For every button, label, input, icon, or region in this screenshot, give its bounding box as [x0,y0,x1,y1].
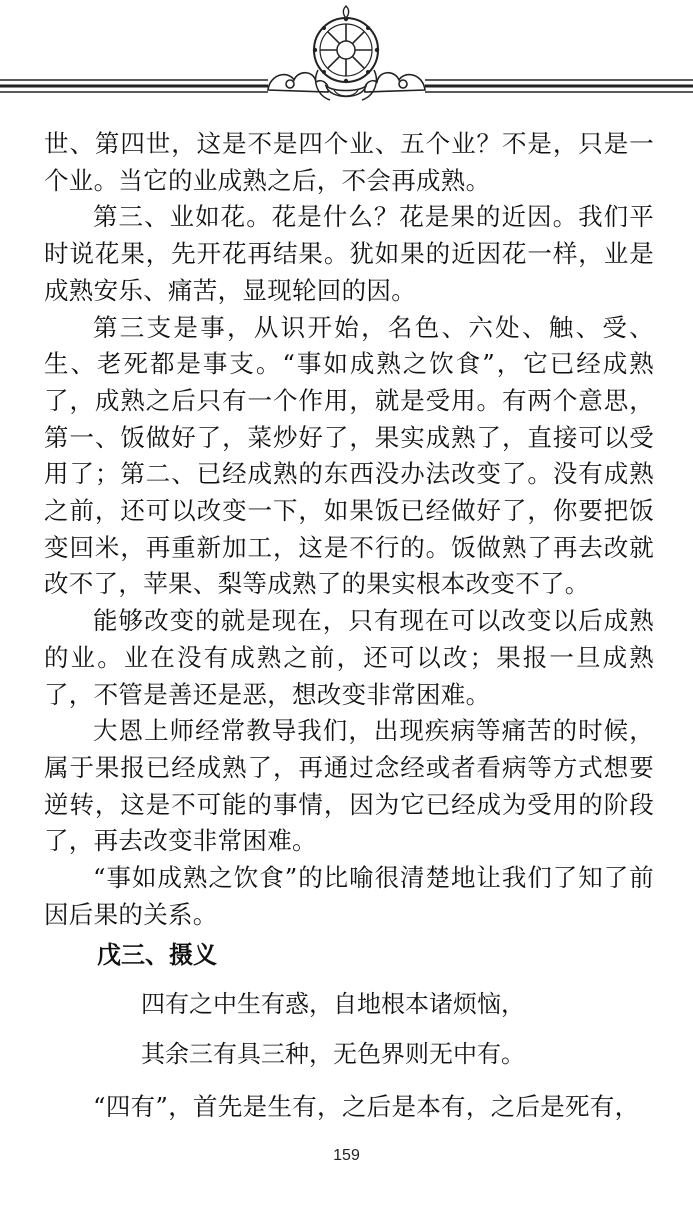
verse-line-1: 四有之中生有惑，自地根本诸烦恼， [141,990,525,1019]
page-header-ornament [0,0,693,110]
closing-paragraph: “四有”，首先是生有，之后是本有，之后是死有， [93,1092,640,1122]
paragraph-5: 大恩上师经常教导我们，出现疾病等痛苦的时候，属于果报已经成熟了，再通过念经或者看病等方式想要逆转，这是不可能的事情，因为它已经成为受用的阶段了，再去改变非常困难。 [44,716,654,856]
paragraph-3: 第三支是事，从识开始，名色、六处、触、受、生、老死都是事支。“事如成熟之饮食”，它已经成熟了，成熟之后只有一个作用，就是受用。有两个意思，第一、饭做好了，菜炒好了，果实成熟了，直接可以受用了；第二、已经成熟的东西没办法改变了。没有成熟之前，还可以改变一下，如果饭已经做好了，你要把饭变回米，再重新加工，这是不行的。饭做熟了再去改就改不了，苹果、梨等成熟了的果实根本改变不了。 [44,312,654,599]
dharma-wheel-icon [0,0,693,110]
page-body [44,126,654,1126]
paragraph-1: 世、第四世，这是不是四个业、五个业？不是，只是一个业。当它的业成熟之后，不会再成熟。 [44,129,654,195]
paragraph-4: 能够改变的就是现在，只有现在可以改变以后成熟的业。业在没有成熟之前，还可以改；果报一旦成熟了，不管是善还是恶，想改变非常困难。 [44,606,654,709]
paragraph-6: “事如成熟之饮食”的比喻很清楚地让我们了知了前因后果的关系。 [44,863,654,929]
paragraph-2: 第三、业如花。花是什么？花是果的近因。我们平时说花果，先开花再结果。犹如果的近因花一样，业是成熟安乐、痛苦，显现轮回的因。 [44,202,654,305]
page-number: 159 [333,1147,360,1164]
section-heading: 戊三、摄义 [97,941,217,970]
verse-block [44,979,654,1079]
verse-line-2: 其余三有具三种，无色界则无中有。 [141,1040,525,1069]
